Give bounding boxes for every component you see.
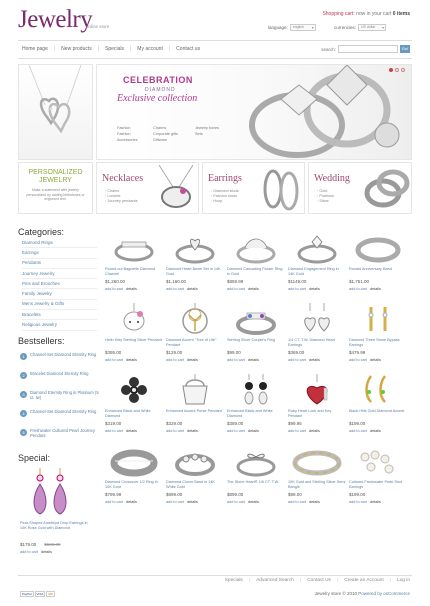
product-card[interactable]: [166, 445, 224, 511]
product-actions: [166, 287, 224, 291]
product-image[interactable]: [349, 303, 407, 335]
product-actions: [288, 500, 346, 504]
product-image[interactable]: [166, 303, 224, 335]
product-actions: [288, 358, 346, 362]
special-product-image: [20, 466, 80, 518]
product-name[interactable]: Diamond Three Stone Bypass Earrings: [349, 338, 400, 347]
details-button[interactable]: details: [369, 358, 381, 362]
product-image[interactable]: [349, 374, 407, 406]
product-price: $99.95: [288, 421, 302, 426]
add-to-cart-button[interactable]: add to cart: [166, 429, 184, 433]
bestseller-item[interactable]: [20, 428, 100, 447]
banner-tagline: Exclusive collection: [117, 93, 198, 104]
product-card[interactable]: [349, 232, 407, 298]
banner-link[interactable]: Fashion: [117, 126, 131, 130]
necklaces-title: Necklaces: [102, 173, 144, 184]
add-to-cart-button[interactable]: add to cart: [349, 429, 367, 433]
product-name[interactable]: Diamond Accent "Tree of Life" Pendant: [166, 338, 217, 347]
banner-pager: [389, 68, 405, 72]
product-card[interactable]: [288, 445, 346, 511]
add-to-cart-button[interactable]: add to cart: [105, 429, 123, 433]
product-name[interactable]: The Stone Heart® 1/6 CT. T.W.: [227, 480, 280, 484]
pager-dot[interactable]: [389, 68, 393, 72]
earrings-image: [259, 165, 303, 213]
wedding-link[interactable]: › Gold: [317, 189, 334, 194]
product-price: $479.99: [349, 350, 366, 355]
product-actions: [288, 429, 346, 433]
product-image[interactable]: [227, 303, 285, 335]
add-to-cart-button[interactable]: add to cart: [288, 287, 306, 291]
product-image[interactable]: [288, 303, 346, 335]
bestseller-rank: 3: [20, 391, 27, 398]
category-link[interactable]: Mens Jewelry & Gifts: [22, 300, 97, 310]
add-to-cart-button[interactable]: add to cart: [227, 429, 245, 433]
pager-dot[interactable]: [395, 68, 399, 72]
cart-text: now in your cart: [354, 11, 393, 17]
details-button[interactable]: details: [247, 500, 259, 504]
footer-links: Specials | Advanced Search | Contact Us | Create an Account | Log in: [224, 578, 410, 583]
category-link[interactable]: Pendants: [22, 259, 97, 269]
product-card[interactable]: [227, 232, 285, 298]
product-card[interactable]: [227, 374, 285, 440]
add-to-cart-button[interactable]: add to cart: [166, 500, 184, 504]
details-button[interactable]: details: [308, 358, 320, 362]
banner-link[interactable]: Charms: [153, 126, 167, 130]
bestseller-item[interactable]: [20, 390, 100, 409]
product-card[interactable]: [105, 303, 163, 369]
banner-link[interactable]: Jewelry boxes: [195, 126, 220, 130]
bestseller-item[interactable]: [20, 371, 100, 390]
nav-my-account[interactable]: My account: [137, 46, 163, 52]
language-label: language:: [268, 25, 288, 30]
product-image[interactable]: [227, 374, 285, 406]
banner-list-1: [117, 125, 137, 143]
wedding-link[interactable]: › Platinum: [317, 194, 334, 199]
product-price: $199.00: [349, 421, 366, 426]
powered-by-link[interactable]: Powered by osCommerce: [358, 591, 410, 596]
language-select[interactable]: english ▾: [290, 24, 316, 31]
category-list: [22, 238, 97, 331]
details-button[interactable]: details: [369, 500, 381, 504]
nav-new-products[interactable]: New products: [61, 46, 92, 52]
product-image[interactable]: [166, 232, 224, 264]
product-name[interactable]: Hello Kitty Sterling Silver Pendant: [105, 338, 162, 342]
details-button[interactable]: details: [125, 287, 137, 291]
add-to-cart-button[interactable]: add to cart: [20, 550, 38, 554]
bestseller-item[interactable]: [20, 352, 100, 371]
product-price: $99.00: [288, 492, 302, 497]
add-to-cart-button[interactable]: add to cart: [166, 287, 184, 291]
search-label: search:: [321, 46, 336, 52]
product-name[interactable]: Ronald Anniversary Band: [349, 267, 392, 271]
banner-list-2: [153, 125, 178, 143]
product-card[interactable]: [349, 445, 407, 511]
product-card[interactable]: [105, 374, 163, 440]
details-button[interactable]: details: [125, 358, 137, 362]
product-image[interactable]: [166, 374, 224, 406]
product-name[interactable]: 1/4 CT. T.W. Diamond Heart Earrings: [288, 338, 335, 347]
product-actions: [105, 358, 163, 362]
shopping-cart-link[interactable]: Shopping cart:: [322, 11, 355, 17]
special-price-value: $179.00: [20, 542, 37, 547]
details-button[interactable]: details: [125, 429, 137, 433]
category-link[interactable]: Earrings: [22, 248, 97, 258]
nav-specials[interactable]: Specials: [105, 46, 124, 52]
product-actions: [349, 429, 407, 433]
earrings-link[interactable]: › Hoop: [211, 199, 239, 204]
product-price: $395.00: [105, 350, 122, 355]
add-to-cart-button[interactable]: add to cart: [105, 287, 123, 291]
product-card[interactable]: [166, 374, 224, 440]
add-to-cart-button[interactable]: add to cart: [349, 287, 367, 291]
bestsellers-heading: Bestsellers:: [18, 336, 65, 346]
payment-icons: [20, 591, 55, 597]
bestseller-link[interactable]: Diamond Eternity Ring in Platinum (5 ct. tw): [30, 390, 99, 400]
category-link[interactable]: Religious Jewelry: [22, 320, 97, 330]
product-price: $129.00: [166, 350, 183, 355]
product-card[interactable]: [288, 232, 346, 298]
currency-selector-row: [334, 24, 386, 31]
product-name[interactable]: Diamond Crossover 1/2 Ring in 10K Gold: [105, 480, 158, 489]
footer-divider: [18, 575, 412, 576]
paypal-icon: PayPal: [22, 592, 32, 596]
add-to-cart-button[interactable]: add to cart: [288, 358, 306, 362]
product-price: $329.00: [166, 421, 183, 426]
product-card[interactable]: [349, 374, 407, 440]
visa-icon: VISA: [36, 592, 44, 596]
product-actions: [105, 429, 163, 433]
necklaces-box[interactable]: [96, 162, 199, 214]
banner-subtitle: DIAMOND: [145, 87, 176, 93]
product-actions: [288, 287, 346, 291]
product-actions: [105, 287, 163, 291]
product-image[interactable]: [288, 374, 346, 406]
logo-subtitle: online store: [86, 24, 110, 29]
product-name[interactable]: 10K Gold and Sterling Silver Semi Bangle: [288, 480, 346, 489]
product-card[interactable]: [166, 303, 224, 369]
necklaces-list: [105, 189, 138, 204]
product-card[interactable]: [105, 445, 163, 511]
language-selector-row: [268, 24, 316, 31]
necklace-promo-image[interactable]: [18, 64, 93, 160]
product-name[interactable]: Black Hills Gold Diamond Accent: [349, 409, 405, 413]
main-nav: Home page | New products | Specials | My account | Contact us: [22, 46, 201, 52]
product-image[interactable]: [288, 232, 346, 264]
footer-link-advanced-search[interactable]: Advanced Search: [256, 578, 294, 583]
add-to-cart-button[interactable]: add to cart: [227, 287, 245, 291]
header-divider: [18, 40, 412, 41]
details-button[interactable]: details: [247, 429, 259, 433]
product-price: $1,160.00: [166, 279, 187, 284]
product-card[interactable]: [227, 303, 285, 369]
earrings-list: [211, 189, 239, 204]
product-name[interactable]: Diamond Cascading Flower Ring in Gold: [227, 267, 283, 276]
product-name[interactable]: Sterling Silver Couple's Ring: [227, 338, 275, 342]
banner-list-3: [195, 125, 219, 137]
necklace-image: [155, 165, 197, 213]
product-image[interactable]: [288, 445, 346, 477]
product-image[interactable]: [349, 445, 407, 477]
product-name[interactable]: Enhanced Black and White Diamond: [105, 409, 151, 418]
bestsellers-list: [20, 352, 100, 447]
details-button[interactable]: details: [247, 287, 259, 291]
wedding-link[interactable]: › Silver: [317, 199, 334, 204]
product-name[interactable]: Enhanced Accent Purse Pendant: [166, 409, 222, 413]
cart-item-count: 0 items: [392, 11, 410, 17]
add-to-cart-button[interactable]: add to cart: [166, 358, 184, 362]
product-image[interactable]: [105, 445, 163, 477]
details-button[interactable]: details: [125, 500, 137, 504]
details-button[interactable]: details: [186, 287, 198, 291]
footer-link-create-account[interactable]: Create an Account: [344, 578, 384, 583]
product-name[interactable]: Diamond Engagement Ring in 14K Gold: [288, 267, 339, 276]
product-card[interactable]: [166, 232, 224, 298]
add-to-cart-button[interactable]: add to cart: [349, 500, 367, 504]
product-actions: [227, 429, 285, 433]
product-price: $369.00: [227, 421, 244, 426]
celebration-banner[interactable]: [96, 64, 412, 160]
product-actions: [227, 358, 285, 362]
bestseller-rank: 5: [20, 429, 27, 436]
banner-link[interactable]: Sets: [195, 132, 203, 136]
necklaces-link[interactable]: › Chains: [105, 189, 138, 194]
earrings-title: Earrings: [208, 173, 242, 184]
special-product-name[interactable]: Pear-Shaped Amethyst Drop Earrings in 10K Rose Gold with Diamond: [20, 521, 88, 530]
product-card[interactable]: [105, 232, 163, 298]
earrings-box[interactable]: [202, 162, 305, 214]
product-actions: [166, 429, 224, 433]
copyright-text: Jewelry store © 2010: [314, 591, 359, 596]
mastercard-icon: MC: [48, 592, 54, 596]
add-to-cart-button[interactable]: add to cart: [105, 358, 123, 362]
footer-link-log-in[interactable]: Log in: [396, 578, 410, 583]
banner-link[interactable]: Corporate gifts: [153, 132, 178, 136]
product-image[interactable]: [105, 232, 163, 264]
product-price: $1,751.00: [349, 279, 370, 284]
earrings-link[interactable]: › Diamond studs: [211, 189, 239, 194]
pager-dot[interactable]: [401, 68, 405, 72]
category-link[interactable]: Family Jewelry: [22, 289, 97, 299]
nav-home[interactable]: Home page: [22, 46, 48, 52]
necklaces-link[interactable]: › Lockets: [105, 194, 138, 199]
product-card[interactable]: [288, 303, 346, 369]
nav-divider: [18, 58, 412, 59]
product-actions: [105, 500, 163, 504]
product-actions: [349, 358, 407, 362]
bestseller-link[interactable]: Bracelet Diamond Eternity Ring: [30, 371, 89, 376]
details-button[interactable]: details: [369, 429, 381, 433]
details-button[interactable]: details: [308, 287, 320, 291]
product-name[interactable]: Round-cut Baguette Diamond Channel: [105, 267, 156, 276]
banner-link[interactable]: Fashion: [117, 132, 131, 136]
product-price: $899.00: [227, 492, 244, 497]
add-to-cart-button[interactable]: add to cart: [105, 500, 123, 504]
store-logo[interactable]: Jewelry: [18, 6, 93, 33]
add-to-cart-button[interactable]: add to cart: [227, 500, 245, 504]
banner-title: CELEBRATION: [123, 75, 193, 85]
diamond-rings-image: [237, 65, 407, 160]
necklaces-link[interactable]: › Journey pendants: [105, 199, 138, 204]
product-actions: [349, 500, 407, 504]
product-price: $799.99: [105, 492, 122, 497]
category-link[interactable]: Journey Jewelry: [22, 269, 97, 279]
product-actions: [227, 287, 285, 291]
category-link[interactable]: Bracelets: [22, 310, 97, 320]
footer-link-specials[interactable]: Specials: [224, 578, 243, 583]
heart-necklace-image: [19, 65, 94, 161]
product-image[interactable]: [349, 232, 407, 264]
bestseller-link[interactable]: Freshwater Cultured Pearl Journey Pendant: [30, 428, 95, 438]
bestseller-link[interactable]: Channel-Set Diamond Eternity Ring: [30, 352, 97, 357]
categories-heading: Categories:: [18, 227, 65, 237]
search-input[interactable]: [338, 45, 398, 53]
search-bar: [321, 45, 410, 53]
bestseller-rank: 1: [20, 353, 27, 360]
bestseller-rank: 2: [20, 372, 27, 379]
earrings-link[interactable]: › Fashion studs: [211, 194, 239, 199]
cart-summary: [322, 11, 410, 17]
personalized-jewelry-promo[interactable]: [18, 162, 93, 214]
special-product-price: [20, 542, 92, 547]
product-name[interactable]: Cultured Freshwater Pearl Stud Earrings: [349, 480, 403, 489]
details-button[interactable]: details: [186, 500, 198, 504]
product-actions: [166, 500, 224, 504]
product-name[interactable]: Ruby Heart Lock and Key Pendant: [288, 409, 332, 418]
add-to-cart-button[interactable]: add to cart: [288, 500, 306, 504]
product-image[interactable]: [105, 303, 163, 335]
nav-contact-us[interactable]: Contact us: [176, 46, 201, 52]
product-price: $1,260.00: [105, 279, 126, 284]
product-price: $199.00: [349, 492, 366, 497]
currencies-label: currencies:: [334, 25, 357, 30]
product-price: $859.99: [227, 279, 244, 284]
product-price: $999.00: [166, 492, 183, 497]
category-link[interactable]: Diamond Rings: [22, 238, 97, 248]
special-product-actions: [20, 550, 92, 554]
product-name[interactable]: Diamond Heart Bezel Set in 14K Gold: [166, 267, 221, 276]
currency-select[interactable]: US dollar ▾: [358, 24, 386, 31]
details-button[interactable]: details: [186, 358, 198, 362]
personalized-text: Make a statement with jewelry personalized by adding birthstones or engraved text.: [26, 188, 85, 201]
details-button[interactable]: details: [369, 287, 381, 291]
product-price: $99.00: [227, 350, 241, 355]
footer-copyright: [315, 591, 410, 596]
category-link[interactable]: Pins and Brooches: [22, 279, 97, 289]
wedding-rings-image: [363, 165, 411, 213]
product-price: $319.00: [105, 421, 122, 426]
wedding-list: [317, 189, 334, 204]
product-card[interactable]: [227, 445, 285, 511]
footer-link-contact-us[interactable]: Contact Us: [307, 578, 331, 583]
details-button[interactable]: details: [308, 500, 320, 504]
bestseller-item[interactable]: [20, 409, 100, 428]
product-name[interactable]: Diamond Clover Band in 14K White Gold: [166, 480, 215, 489]
product-card[interactable]: [288, 374, 346, 440]
details-button[interactable]: details: [308, 429, 320, 433]
bestseller-rank: 4: [20, 410, 27, 417]
search-button[interactable]: Go!: [401, 46, 409, 51]
product-card[interactable]: [349, 303, 407, 369]
product-price: $369.00: [288, 350, 305, 355]
product-image[interactable]: [105, 374, 163, 406]
details-button[interactable]: details: [40, 550, 52, 554]
banner-link[interactable]: Accessories: [117, 138, 138, 142]
details-button[interactable]: details: [247, 358, 259, 362]
personalized-title-1: PERSONALIZED: [28, 169, 83, 176]
product-actions: [166, 358, 224, 362]
product-image[interactable]: [227, 232, 285, 264]
bestseller-link[interactable]: Channel-Set Diamond Eternity Ring: [30, 409, 97, 414]
wedding-title: Wedding: [314, 173, 350, 184]
product-price: $1149.00: [288, 279, 307, 284]
add-to-cart-button[interactable]: add to cart: [349, 358, 367, 362]
wedding-box[interactable]: [308, 162, 412, 214]
product-name[interactable]: Enhanced Black and White Diamond: [227, 409, 273, 418]
product-actions: [227, 500, 285, 504]
details-button[interactable]: details: [186, 429, 198, 433]
add-to-cart-button[interactable]: add to cart: [227, 358, 245, 362]
banner-link[interactable]: Giftware: [153, 138, 168, 142]
product-actions: [349, 287, 407, 291]
special-old-price: $588.00: [44, 542, 61, 547]
personalized-title-2: JEWELRY: [39, 177, 72, 184]
product-image[interactable]: [166, 445, 224, 477]
add-to-cart-button[interactable]: add to cart: [288, 429, 306, 433]
special-heading: Special:: [18, 453, 51, 463]
product-image[interactable]: [227, 445, 285, 477]
special-product-card[interactable]: [20, 466, 92, 566]
